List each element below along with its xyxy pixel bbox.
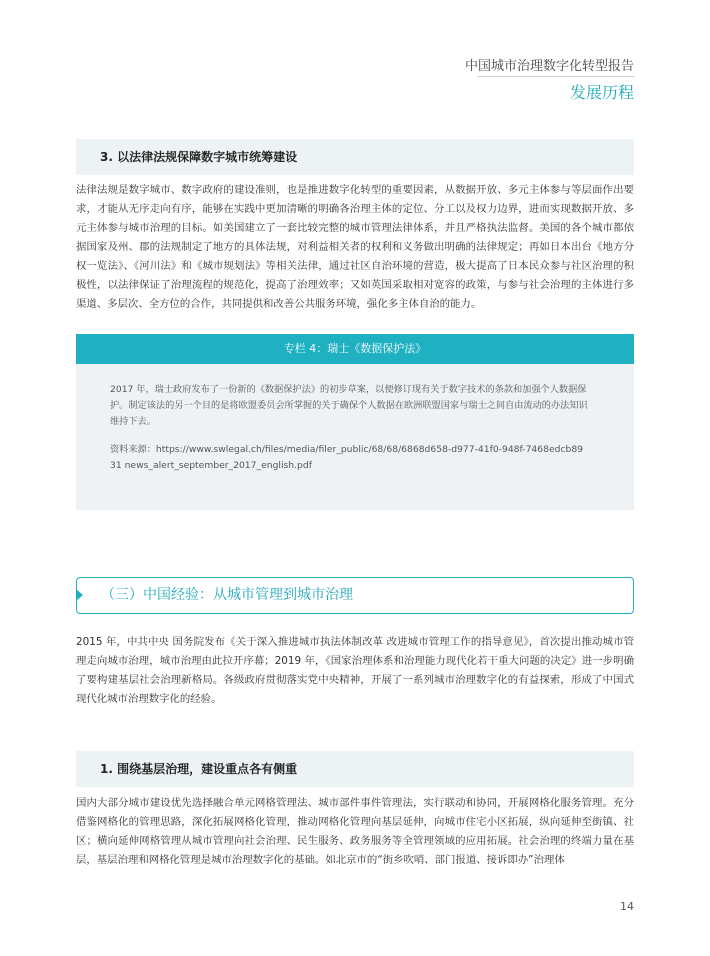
subsection-heading-1: 1. 围绕基层治理，建设重点各有侧重 (76, 751, 634, 787)
column-box-body (76, 364, 634, 510)
column-box-source: 资料来源：https://www.swlegal.ch/files/media/filer_public/68/68/6868d658-d977-41f0-948f-7468edcb8931 news_alert_september_2017_english.pdf (110, 444, 584, 471)
column-box-title: 专栏 4：瑞士《数据保护法》 (76, 334, 634, 364)
column-box-text: 2017 年，瑞士政府发布了一份新的《数据保护法》的初步草案，以便修订现有关于数字技术的条款和加强个人数据保护。制定该法的另一个目的是将欧盟委员会所掌握的关于确保个人数据在欧洲联盟国家与瑞士之间自由流动的办法知识维持下去。 (110, 384, 588, 427)
subsection-heading-3: 3. 以法律法规保障数字城市统筹建设 (76, 139, 634, 175)
header-divider (478, 76, 634, 77)
section-arrow-icon (76, 589, 83, 601)
section-heading-text: （三）中国经验：从城市管理到城市治理 (101, 587, 353, 603)
page-number: 14 (620, 900, 634, 913)
report-title: 中国城市治理数字化转型报告 (464, 59, 634, 74)
paragraph-law: 法律法规是数字城市、数字政府的建设准则，也是推进数字化转型的重要因素，从数据开放、多元主体参与等层面作出要求，才能从无序走向有序，能够在实践中更加清晰的明确各治理主体的定位、分工以及权力边界，进而实现数据开放、多元主体参与城市治理的目标。如美国建立了一套比较完整的城市管理法律体系，并且严格执法监督。美国的各个城市都依据国家及州、郡的法规制定了地方的具体法规，对利益相关者的权利和义务做出明确的法律规定；再如日本出台《地方分权一览法》、《河川法》和《城市规划法》等相关法律，通过社区自治环境的营造，极大提高了日本民众参与社区治理的积极性，以法律保证了治理流程的规范化，提高了治理效率；又如英国采取相对宽容的政策，与参与社会治理的主体进行多渠道、多层次、全方位的合作，共同提供和改善公共服务环境，强化多主体自治的能力。 (76, 184, 634, 310)
section-title: 发展历程 (569, 83, 634, 102)
section-heading-box (76, 577, 634, 614)
paragraph-grid: 国内大部分城市建设优先选择融合单元网格管理法、城市部件事件管理法，实行联动和协同，开展网格化服务管理。充分借鉴网格化的管理思路，深化拓展网格化管理，推动网格化管理向基层延伸，向城市住宅小区拓展，纵向延伸至街镇、社区；横向延伸网格管理从城市管理向社会治理、民生服务、政务服务等全管理领域的应用拓展。社会治理的终端力量在基层，基层治理和网格化管理是城市治理数字化的基础。如北京市的“街乡吹哨、部门报道、接诉即办”治理体 (76, 797, 634, 866)
paragraph-china: 2015 年，中共中央 国务院发布《关于深入推进城市执法体制改革 改进城市管理工作的指导意见》，首次提出推动城市管理走向城市治理，城市治理由此拉开序幕；2019 年，《国家治理体系和治理能力现代化若干重大问题的决定》进一步明确了要构建基层社会治理新格局。各级政府贯彻落实党中央精神，开展了一系列城市治理数字化的有益探索，形成了中国式现代化城市治理数字化的经验。 (76, 636, 634, 705)
